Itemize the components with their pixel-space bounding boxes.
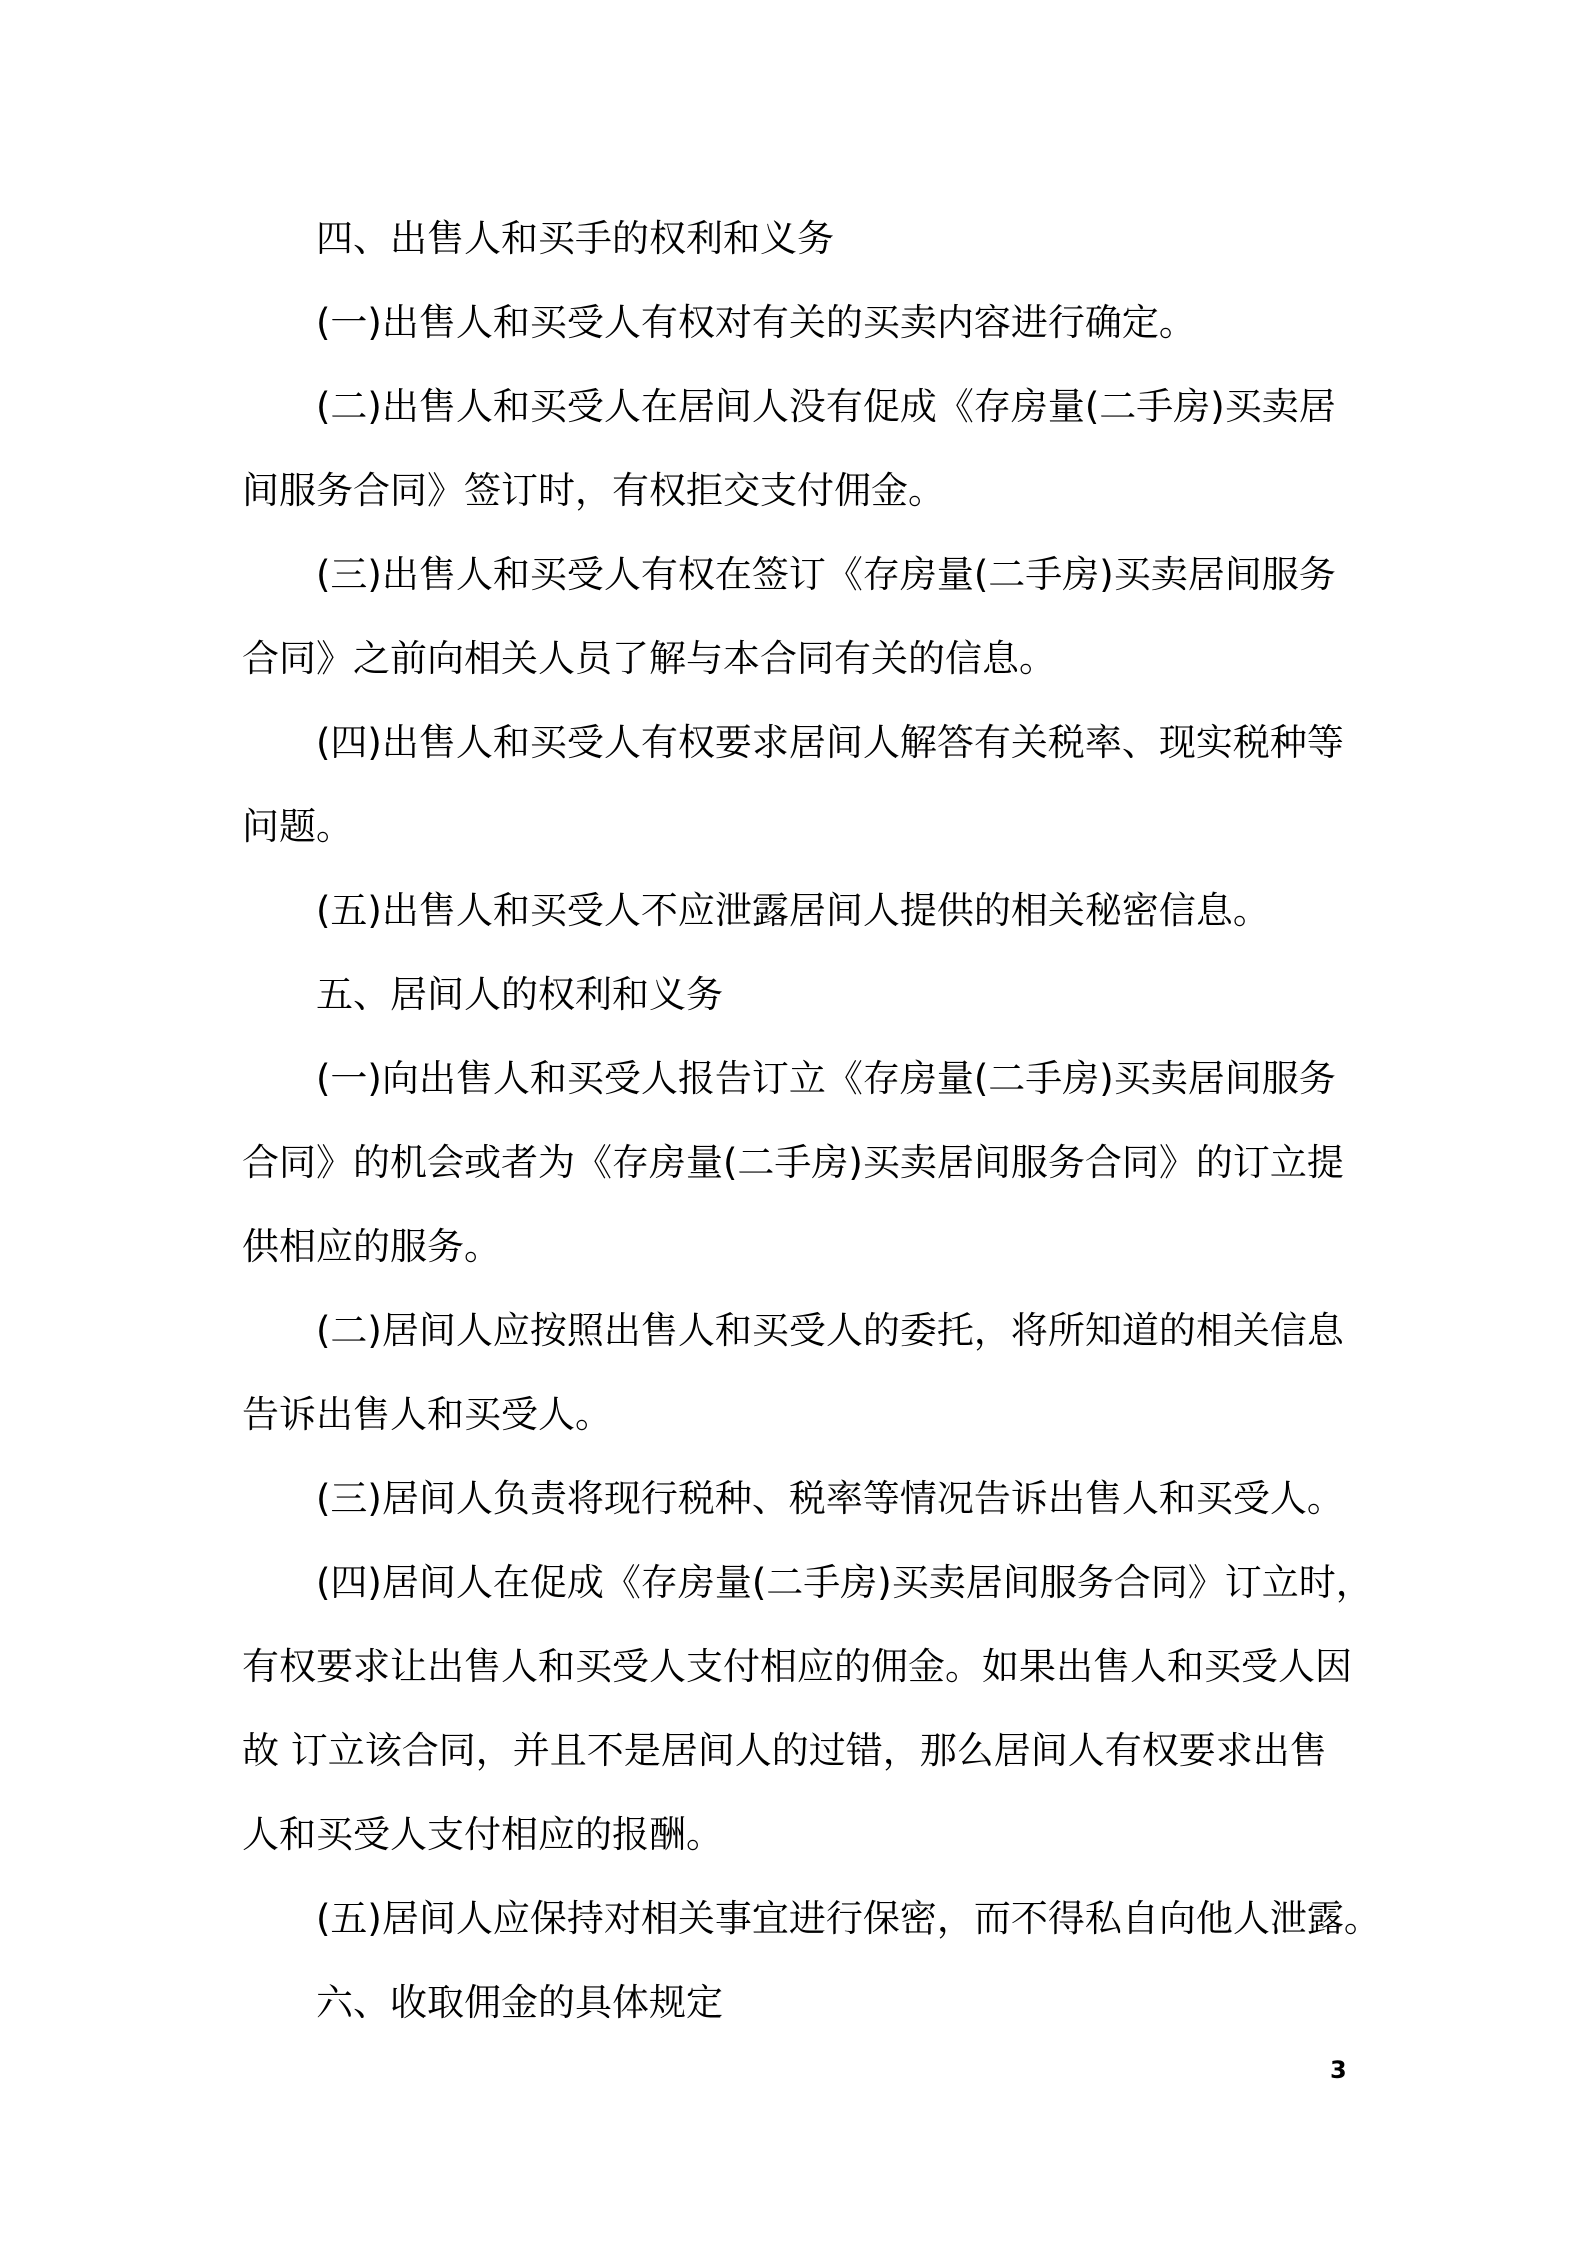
paragraph-line: 告诉出售人和买受人。 xyxy=(242,1393,612,1436)
paragraph-line: 合同》的机会或者为《存房量(二手房)买卖居间服务合同》的订立提 xyxy=(242,1141,1344,1184)
paragraph-line: (三)居间人负责将现行税种、税率等情况告诉出售人和买受人。 xyxy=(316,1477,1344,1520)
paragraph-line: (一)出售人和买受人有权对有关的买卖内容进行确定。 xyxy=(316,301,1196,344)
document-body xyxy=(242,197,1381,2045)
paragraph-line: 间服务合同》签订时，有权拒交支付佣金。 xyxy=(242,469,945,512)
paragraph-line: 人和买受人支付相应的报酬。 xyxy=(242,1813,723,1856)
section-heading-6: 六、收取佣金的具体规定 xyxy=(316,1981,723,2024)
paragraph-line: 供相应的服务。 xyxy=(242,1225,501,1268)
paragraph-line: (四)出售人和买受人有权要求居间人解答有关税率、现实税种等 xyxy=(316,721,1344,764)
paragraph-line: (一)向出售人和买受人报告订立《存房量(二手房)买卖居间服务 xyxy=(316,1057,1336,1100)
section-heading-5: 五、居间人的权利和义务 xyxy=(316,973,723,1016)
paragraph-line: 有权要求让出售人和买受人支付相应的佣金。如果出售人和买受人因 xyxy=(242,1645,1352,1688)
paragraph-line: (五)出售人和买受人不应泄露居间人提供的相关秘密信息。 xyxy=(316,889,1270,932)
section-heading-4: 四、出售人和买手的权利和义务 xyxy=(316,217,834,260)
paragraph-line: 故 订立该合同，并且不是居间人的过错，那么居间人有权要求出售 xyxy=(242,1729,1327,1772)
paragraph-line: (三)出售人和买受人有权在签订《存房量(二手房)买卖居间服务 xyxy=(316,553,1336,596)
paragraph-line: 问题。 xyxy=(242,805,353,848)
page-number: 3 xyxy=(1330,2056,1347,2084)
paragraph-line: (二)居间人应按照出售人和买受人的委托，将所知道的相关信息 xyxy=(316,1309,1344,1352)
paragraph-line: 合同》之前向相关人员了解与本合同有关的信息。 xyxy=(242,637,1056,680)
paragraph-line: (四)居间人在促成《存房量(二手房)买卖居间服务合同》订立时， xyxy=(316,1561,1373,1604)
paragraph-line: (五)居间人应保持对相关事宜进行保密，而不得私自向他人泄露。 xyxy=(316,1897,1381,1940)
paragraph-line: (二)出售人和买受人在居间人没有促成《存房量(二手房)买卖居 xyxy=(316,385,1336,428)
